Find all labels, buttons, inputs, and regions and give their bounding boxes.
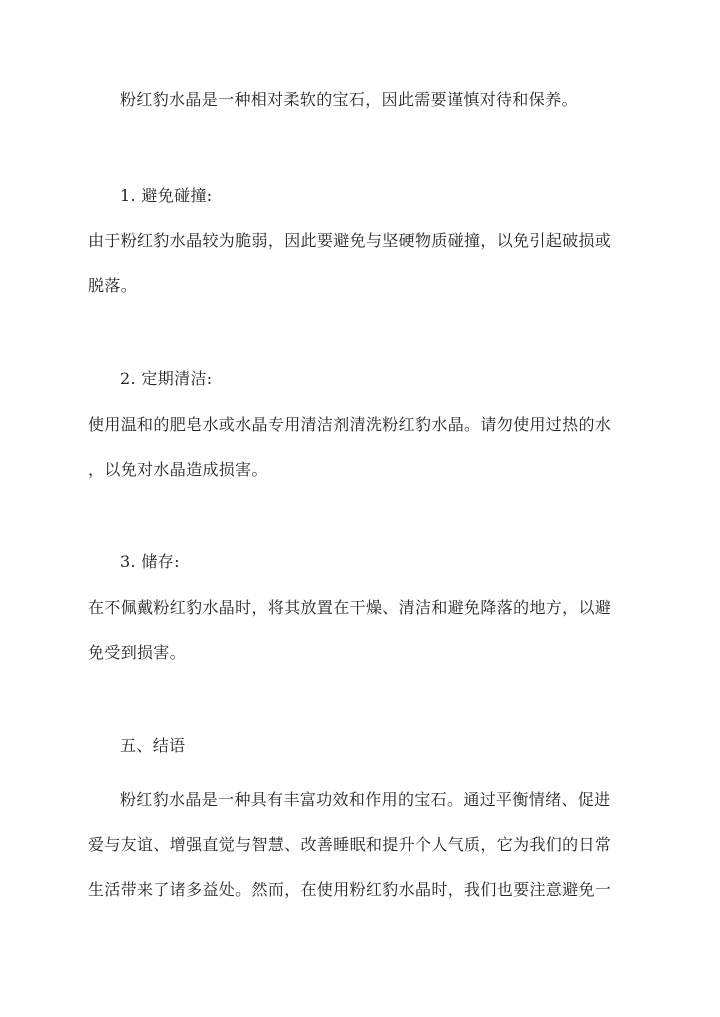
conclusion-text-line: 粉红豹水晶是一种具有丰富功效和作用的宝石。通过平衡情绪、促进 xyxy=(120,790,611,809)
section-text-line: 免受到损害。 xyxy=(88,643,187,662)
section-heading-storage: 3. 储存: xyxy=(120,552,180,571)
section-text-line: 在不佩戴粉红豹水晶时，将其放置在干燥、清洁和避免降落的地方，以避 xyxy=(88,598,612,617)
section-text-line: 由于粉红豹水晶较为脆弱，因此要避免与坚硬物质碰撞，以免引起破损或 xyxy=(88,231,612,250)
section-heading-avoid-collision: 1. 避免碰撞: xyxy=(120,186,213,205)
section-text-line: 使用温和的肥皂水或水晶专用清洁剂清洗粉红豹水晶。请勿使用过热的水 xyxy=(88,415,612,434)
section-heading-regular-cleaning: 2. 定期清洁: xyxy=(120,369,213,388)
section-text-line: 脱落。 xyxy=(88,276,138,295)
conclusion-text-line: 爱与友谊、增强直觉与智慧、改善睡眠和提升个人气质，它为我们的日常 xyxy=(88,835,612,854)
section-text-line: ，以免对水晶造成损害。 xyxy=(88,460,268,479)
conclusion-heading: 五、结语 xyxy=(120,736,186,755)
conclusion-text-line: 生活带来了诸多益处。然而，在使用粉红豹水晶时，我们也要注意避免一 xyxy=(88,880,612,899)
intro-paragraph: 粉红豹水晶是一种相对柔软的宝石，因此需要谨慎对待和保养。 xyxy=(120,90,578,109)
